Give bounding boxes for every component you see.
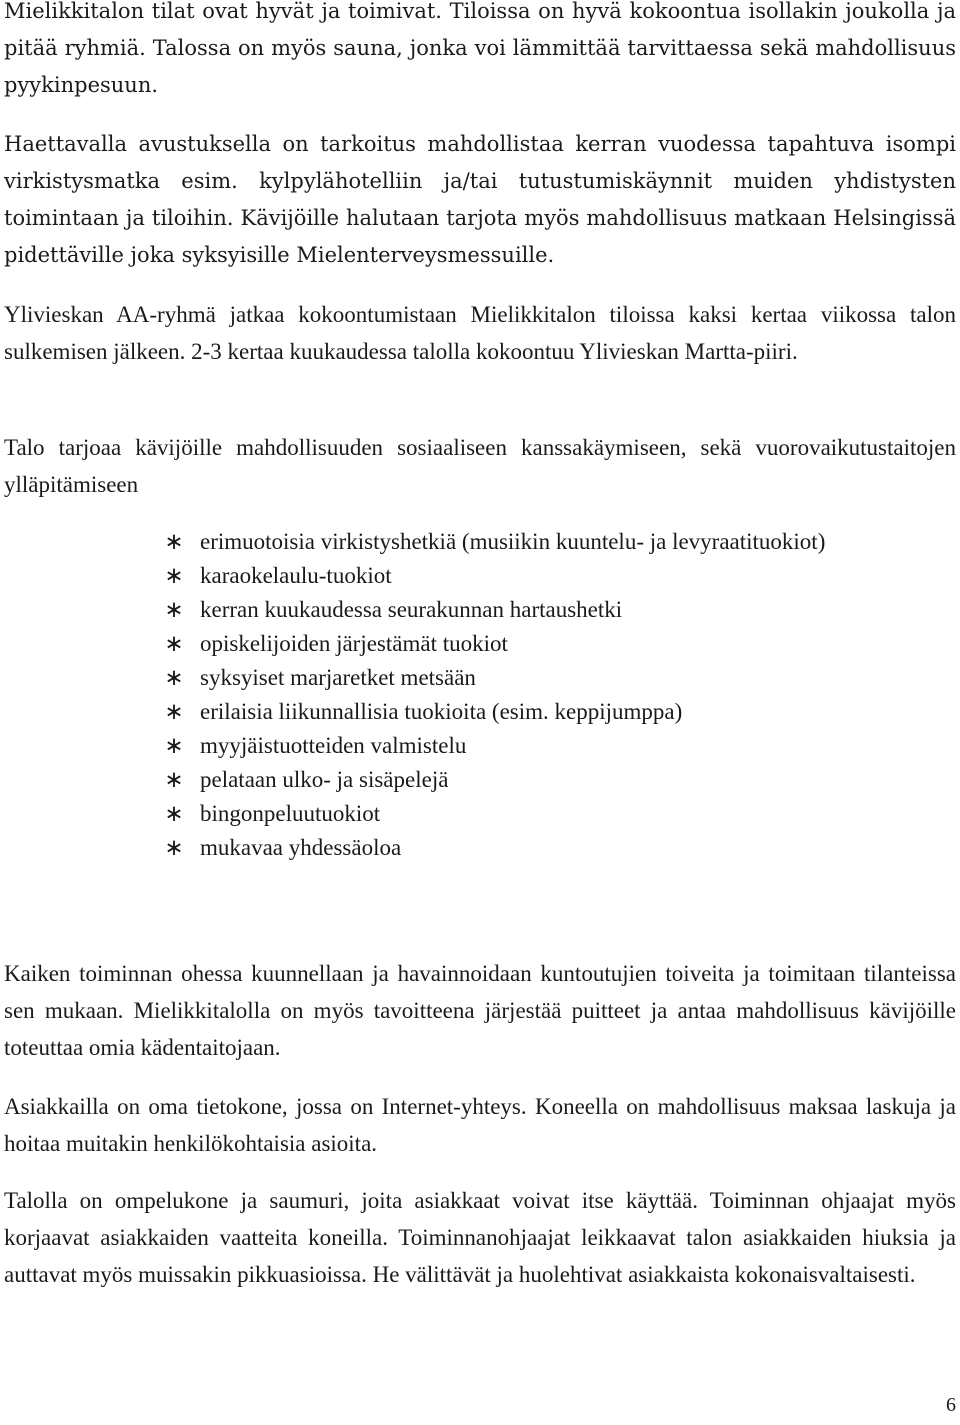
bullet-icon: ∗ [164,597,184,622]
list-item: ∗ erimuotoisia virkistyshetkiä (musiikin kuuntelu- ja levyraatituokiot) [164,525,956,559]
list-item: ∗ mukavaa yhdessäoloa [164,831,956,865]
list-item: ∗ bingonpeluutuokiot [164,797,956,831]
paragraph-aa-group: Ylivieskan AA-ryhmä jatkaa kokoontumistaan Mielikkitalon tiloissa kaksi kertaa viikossa talon sulkemisen jälkeen. 2-3 kertaa kuukaudessa talolla kokoontuu Ylivieskan Martta-piiri. [4,302,956,364]
bullet-icon: ∗ [164,699,184,724]
paragraph-social-interaction: Talo tarjoaa kävijöille mahdollisuuden sosiaaliseen kanssakäymiseen, sekä vuorovaikutustaitojen ylläpitämiseen [4,435,956,497]
bullet-icon: ∗ [164,529,184,554]
activities-list [164,525,956,865]
bullet-icon: ∗ [164,767,184,792]
list-item: ∗ erilaisia liikunnallisia tuokioita (esim. keppijumppa) [164,695,956,729]
bullet-icon: ∗ [164,563,184,588]
bullet-icon: ∗ [164,631,184,656]
bullet-icon: ∗ [164,665,184,690]
paragraph-facilities: Mielikkitalon tilat ovat hyvät ja toimivat. Tiloissa on hyvä kokoontua isollakin joukolla ja pitää ryhmiä. Talossa on myös sauna, jonka voi lämmittää tarvittaessa sekä mahdollisuus pyykinpesuun. [4,0,956,97]
bullet-icon: ∗ [164,733,184,758]
page-number: 6 [946,1394,956,1416]
paragraph-computer: Asiakkailla on oma tietokone, jossa on Internet-yhteys. Koneella on mahdollisuus maksaa laskuja ja hoitaa muitakin henkilökohtaisia asioita. [4,1094,956,1156]
bullet-icon: ∗ [164,835,184,860]
list-item: ∗ kerran kuukaudessa seurakunnan hartaushetki [164,593,956,627]
bullet-icon: ∗ [164,801,184,826]
list-item: ∗ opiskelijoiden järjestämät tuokiot [164,627,956,661]
paragraph-recreation-trip: Haettavalla avustuksella on tarkoitus mahdollistaa kerran vuodessa tapahtuva isompi virkistysmatka esim. kylpylähotelliin ja/tai tutustumiskäynnit muiden yhdistysten toimintaan ja tiloihin. Kävijöille halutaan tarjota myös mahdollisuus matkaan Helsingissä pidettäville joka syksyisille Mielenterveysmessuille. [4,132,956,267]
list-item: ∗ karaokelaulu-tuokiot [164,559,956,593]
list-item: ∗ myyjäistuotteiden valmistelu [164,729,956,763]
paragraph-wishes: Kaiken toiminnan ohessa kuunnellaan ja havainnoidaan kuntoutujien toiveita ja toimitaan tilanteissa sen mukaan. Mielikkitalolla on myös tavoitteena järjestää puitteet ja antaa mahdollisuus kävijöille toteuttaa omia kädentaitojaan. [4,961,956,1060]
list-item: ∗ pelataan ulko- ja sisäpelejä [164,763,956,797]
list-item: ∗ syksyiset marjaretket metsään [164,661,956,695]
paragraph-sewing: Talolla on ompelukone ja saumuri, joita asiakkaat voivat itse käyttää. Toiminnan ohjaajat myös korjaavat asiakkaiden vaatteita koneilla. Toiminnanohjaajat leikkaavat talon asiakkaiden hiuksia ja auttavat myös muissakin pikkuasioissa. He välittävät ja huolehtivat asiakkaista kokonaisvaltaisesti. [4,1188,956,1287]
